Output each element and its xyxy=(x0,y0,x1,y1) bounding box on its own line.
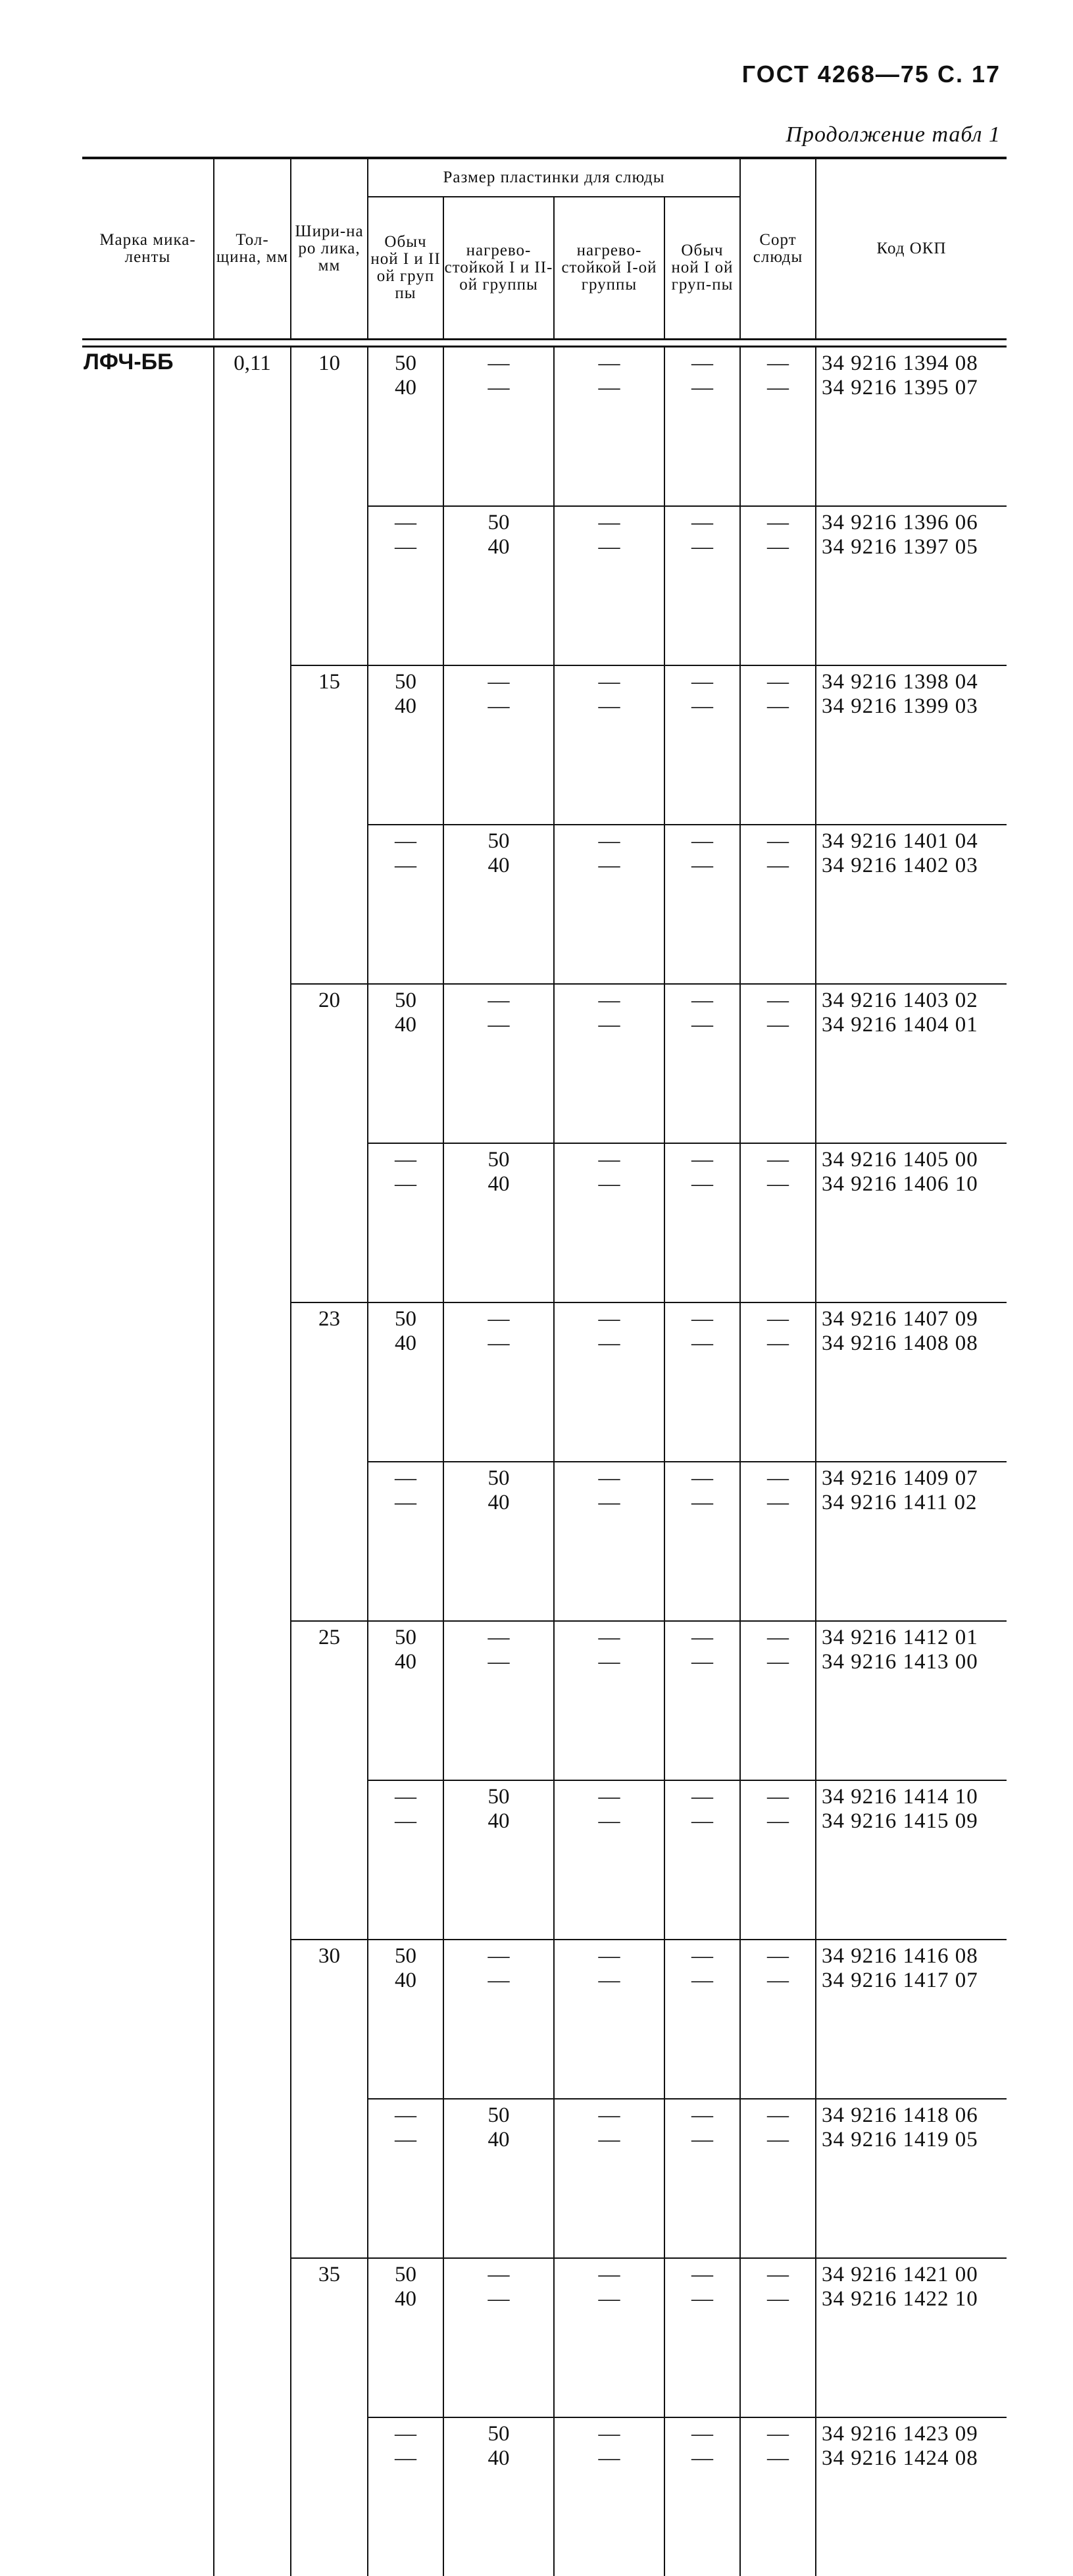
plate-ordinary-1-2-cell xyxy=(368,1143,443,1302)
okp-code: 34 9216 1397 05 xyxy=(822,535,1007,559)
dash-mark xyxy=(555,535,664,559)
plate-heatproof-1-2-cell-value: 40 xyxy=(444,535,553,559)
dash-mark xyxy=(555,1809,664,1834)
plate-ordinary-1-2-cell xyxy=(368,2417,443,2576)
dash-mark xyxy=(741,2287,815,2311)
dash-mark xyxy=(741,2263,815,2287)
okp-code: 34 9216 1423 09 xyxy=(822,2422,1007,2446)
plate-heatproof-1-2-cell-value: 40 xyxy=(444,1809,553,1834)
plate-ordinary-1-2-cell-value: — xyxy=(368,1148,443,1172)
plate-ordinary-1-2-cell xyxy=(368,2099,443,2258)
okp-code: 34 9216 1407 09 xyxy=(822,1307,1007,1331)
dash-mark xyxy=(665,1626,739,1650)
plate-heatproof-1-2-cell xyxy=(443,347,554,507)
okp-code: 34 9216 1398 04 xyxy=(822,670,1007,694)
okp-code: 34 9216 1415 09 xyxy=(822,1809,1007,1834)
okp-code: 34 9216 1416 08 xyxy=(822,1944,1007,1969)
plate-heatproof-1-cell xyxy=(554,825,664,984)
dash-mark xyxy=(741,1969,815,1993)
okp-code: 34 9216 1399 03 xyxy=(822,694,1007,719)
plate-ordinary-1-2-cell-value: 40 xyxy=(368,2287,443,2311)
plate-ordinary-1-2-cell-value: 40 xyxy=(368,1650,443,1674)
grade-cell xyxy=(740,1780,816,1940)
grade-cell xyxy=(740,1143,816,1302)
plate-ordinary-1-cell xyxy=(664,825,740,984)
dash-mark xyxy=(555,1969,664,1993)
plate-heatproof-1-cell xyxy=(554,1780,664,1940)
thickness-cell: 0,11 xyxy=(214,347,291,2576)
dash-mark xyxy=(555,1466,664,1491)
okp-code: 34 9216 1412 01 xyxy=(822,1626,1007,1650)
dash-mark xyxy=(665,1969,739,1993)
dash-mark xyxy=(665,1013,739,1037)
col-header-plate-ordinary-1-2: Обыч ной I и II ой груп пы xyxy=(368,197,443,340)
dash-mark xyxy=(741,1809,815,1834)
col-header-plate-ordinary-1: Обыч ной I ой груп-пы xyxy=(664,197,740,340)
plate-heatproof-1-2-cell xyxy=(443,506,554,665)
width-cell: 30 xyxy=(291,1940,368,2258)
dash-mark xyxy=(665,1809,739,1834)
plate-ordinary-1-cell xyxy=(664,1621,740,1780)
dash-mark xyxy=(555,854,664,878)
okp-code: 34 9216 1414 10 xyxy=(822,1785,1007,1809)
plate-heatproof-1-2-cell xyxy=(443,825,554,984)
dash-mark xyxy=(665,989,739,1013)
plate-heatproof-1-2-cell-value: — xyxy=(444,1650,553,1674)
dash-mark xyxy=(741,1307,815,1331)
grade-cell xyxy=(740,347,816,507)
plate-ordinary-1-cell xyxy=(664,1302,740,1462)
plate-heatproof-1-2-cell-value: 50 xyxy=(444,2422,553,2446)
dash-mark xyxy=(741,511,815,535)
width-cell: 25 xyxy=(291,1621,368,1940)
plate-ordinary-1-2-cell-value: — xyxy=(368,1809,443,1834)
code-cell xyxy=(816,1462,1007,1621)
okp-code: 34 9216 1402 03 xyxy=(822,854,1007,878)
plate-ordinary-1-2-cell xyxy=(368,1621,443,1780)
plate-heatproof-1-2-cell-value: 50 xyxy=(444,1466,553,1491)
width-cell: 23 xyxy=(291,1302,368,1621)
width-cell: 20 xyxy=(291,984,368,1302)
dash-mark xyxy=(665,1307,739,1331)
dash-mark xyxy=(665,2263,739,2287)
col-header-code: Код ОКП xyxy=(816,158,1007,340)
plate-heatproof-1-2-cell-value: — xyxy=(444,376,553,400)
plate-heatproof-1-2-cell xyxy=(443,2099,554,2258)
dash-mark xyxy=(665,2287,739,2311)
plate-ordinary-1-2-cell xyxy=(368,984,443,1143)
dash-mark xyxy=(665,511,739,535)
grade-cell xyxy=(740,2258,816,2417)
code-cell xyxy=(816,1780,1007,1940)
plate-ordinary-1-cell xyxy=(664,506,740,665)
dash-mark xyxy=(665,2128,739,2152)
code-cell xyxy=(816,506,1007,665)
plate-ordinary-1-2-cell xyxy=(368,825,443,984)
dash-mark xyxy=(555,2422,664,2446)
dash-mark xyxy=(665,1172,739,1197)
code-cell xyxy=(816,1302,1007,1462)
grade-cell xyxy=(740,1462,816,1621)
plate-heatproof-1-2-cell xyxy=(443,1780,554,1940)
plate-ordinary-1-2-cell-value: 50 xyxy=(368,1944,443,1969)
code-cell xyxy=(816,1143,1007,1302)
code-cell xyxy=(816,1940,1007,2099)
dash-mark xyxy=(665,854,739,878)
dash-mark xyxy=(555,351,664,376)
col-header-grade: Сорт слюды xyxy=(740,158,816,340)
dash-mark xyxy=(741,2422,815,2446)
dash-mark xyxy=(555,1172,664,1197)
plate-ordinary-1-2-cell-value: — xyxy=(368,829,443,854)
dash-mark xyxy=(665,2422,739,2446)
plate-heatproof-1-2-cell xyxy=(443,1143,554,1302)
okp-code: 34 9216 1419 05 xyxy=(822,2128,1007,2152)
plate-heatproof-1-2-cell-value: — xyxy=(444,1013,553,1037)
code-cell xyxy=(816,984,1007,1143)
okp-code: 34 9216 1411 02 xyxy=(822,1491,1007,1515)
plate-ordinary-1-cell xyxy=(664,984,740,1143)
grade-cell xyxy=(740,506,816,665)
plate-heatproof-1-2-cell-value: 40 xyxy=(444,1172,553,1197)
okp-code: 34 9216 1396 06 xyxy=(822,511,1007,535)
dash-mark xyxy=(741,1626,815,1650)
plate-heatproof-1-cell xyxy=(554,347,664,507)
plate-ordinary-1-2-cell-value: 50 xyxy=(368,670,443,694)
plate-ordinary-1-2-cell-value: 50 xyxy=(368,351,443,376)
plate-ordinary-1-2-cell-value: — xyxy=(368,1466,443,1491)
dash-mark xyxy=(665,1466,739,1491)
plate-heatproof-1-cell xyxy=(554,1621,664,1780)
okp-code: 34 9216 1409 07 xyxy=(822,1466,1007,1491)
plate-heatproof-1-2-cell-value: — xyxy=(444,670,553,694)
code-cell xyxy=(816,825,1007,984)
plate-ordinary-1-2-cell-value: 50 xyxy=(368,1307,443,1331)
width-cell: 10 xyxy=(291,347,368,666)
dash-mark xyxy=(555,376,664,400)
dash-mark xyxy=(741,1785,815,1809)
plate-ordinary-1-2-cell-value: — xyxy=(368,2446,443,2471)
okp-code: 34 9216 1404 01 xyxy=(822,1013,1007,1037)
plate-ordinary-1-2-cell-value: — xyxy=(368,2103,443,2128)
plate-heatproof-1-2-cell-value: — xyxy=(444,989,553,1013)
plate-heatproof-1-cell xyxy=(554,2258,664,2417)
plate-ordinary-1-2-cell xyxy=(368,1462,443,1621)
grade-cell xyxy=(740,1940,816,2099)
dash-mark xyxy=(741,1013,815,1037)
plate-heatproof-1-2-cell-value: 50 xyxy=(444,2103,553,2128)
plate-heatproof-1-2-cell xyxy=(443,984,554,1143)
grade-cell xyxy=(740,2099,816,2258)
dash-mark xyxy=(665,2103,739,2128)
code-cell xyxy=(816,665,1007,825)
plate-ordinary-1-2-cell-value: 40 xyxy=(368,376,443,400)
dash-mark xyxy=(665,535,739,559)
table-row xyxy=(82,347,1007,507)
plate-heatproof-1-cell xyxy=(554,2417,664,2576)
plate-ordinary-1-cell xyxy=(664,1143,740,1302)
plate-ordinary-1-cell xyxy=(664,1780,740,1940)
dash-mark xyxy=(555,1331,664,1356)
plate-heatproof-1-2-cell-value: 40 xyxy=(444,1491,553,1515)
plate-heatproof-1-2-cell-value: — xyxy=(444,1331,553,1356)
plate-ordinary-1-2-cell-value: — xyxy=(368,2422,443,2446)
dash-mark xyxy=(741,2103,815,2128)
plate-heatproof-1-2-cell-value: 50 xyxy=(444,1785,553,1809)
dash-mark xyxy=(555,1626,664,1650)
grade-cell xyxy=(740,1621,816,1780)
okp-code: 34 9216 1413 00 xyxy=(822,1650,1007,1674)
dash-mark xyxy=(555,2263,664,2287)
grade-cell xyxy=(740,2417,816,2576)
col-header-thickness: Тол-щина, мм xyxy=(214,158,291,340)
plate-ordinary-1-cell xyxy=(664,347,740,507)
page-header: ГОСТ 4268—75 С. 17 xyxy=(742,61,1001,88)
plate-heatproof-1-2-cell-value: — xyxy=(444,694,553,719)
width-cell: 35 xyxy=(291,2258,368,2576)
dash-mark xyxy=(741,829,815,854)
plate-ordinary-1-2-cell xyxy=(368,1302,443,1462)
plate-ordinary-1-2-cell xyxy=(368,1940,443,2099)
dash-mark xyxy=(665,1650,739,1674)
col-header-mark: Марка мика-ленты xyxy=(82,158,214,340)
plate-heatproof-1-2-cell xyxy=(443,1462,554,1621)
dash-mark xyxy=(741,1172,815,1197)
plate-heatproof-1-cell xyxy=(554,1462,664,1621)
plate-ordinary-1-cell xyxy=(664,2099,740,2258)
dash-mark xyxy=(555,1944,664,1969)
dash-mark xyxy=(741,989,815,1013)
plate-ordinary-1-2-cell xyxy=(368,1780,443,1940)
table-body xyxy=(82,347,1007,2576)
dash-mark xyxy=(555,511,664,535)
code-cell xyxy=(816,2099,1007,2258)
dash-mark xyxy=(741,1148,815,1172)
plate-heatproof-1-2-cell-value: — xyxy=(444,2263,553,2287)
dash-mark xyxy=(555,670,664,694)
dash-mark xyxy=(665,670,739,694)
plate-heatproof-1-2-cell-value: — xyxy=(444,351,553,376)
plate-heatproof-1-2-cell-value: — xyxy=(444,1969,553,1993)
plate-heatproof-1-cell xyxy=(554,506,664,665)
grade-cell xyxy=(740,1302,816,1462)
plate-heatproof-1-2-cell-value: — xyxy=(444,1626,553,1650)
okp-code: 34 9216 1424 08 xyxy=(822,2446,1007,2471)
plate-ordinary-1-2-cell-value: 50 xyxy=(368,2263,443,2287)
okp-code: 34 9216 1403 02 xyxy=(822,989,1007,1013)
plate-ordinary-1-2-cell-value: 40 xyxy=(368,694,443,719)
plate-heatproof-1-2-cell xyxy=(443,665,554,825)
plate-heatproof-1-2-cell xyxy=(443,2258,554,2417)
dash-mark xyxy=(555,1785,664,1809)
dash-mark xyxy=(741,1650,815,1674)
dash-mark xyxy=(665,1944,739,1969)
col-header-plate-heatproof-1-2: нагрево-стойкой I и II-ой группы xyxy=(443,197,554,340)
plate-heatproof-1-2-cell-value: — xyxy=(444,1944,553,1969)
dash-mark xyxy=(665,1331,739,1356)
plate-ordinary-1-2-cell xyxy=(368,347,443,507)
plate-heatproof-1-2-cell-value: — xyxy=(444,2287,553,2311)
plate-ordinary-1-2-cell-value: — xyxy=(368,535,443,559)
dash-mark xyxy=(741,694,815,719)
dash-mark xyxy=(741,670,815,694)
code-cell xyxy=(816,347,1007,507)
plate-ordinary-1-cell xyxy=(664,665,740,825)
plate-ordinary-1-2-cell-value: — xyxy=(368,511,443,535)
dash-mark xyxy=(555,2446,664,2471)
dash-mark xyxy=(741,376,815,400)
plate-ordinary-1-cell xyxy=(664,1462,740,1621)
okp-code: 34 9216 1418 06 xyxy=(822,2103,1007,2128)
col-header-plate-size: Размер пластинки для слюды xyxy=(368,158,740,197)
plate-ordinary-1-2-cell-value: — xyxy=(368,1785,443,1809)
plate-heatproof-1-cell xyxy=(554,665,664,825)
dash-mark xyxy=(555,989,664,1013)
dash-mark xyxy=(741,535,815,559)
plate-ordinary-1-2-cell-value: 50 xyxy=(368,1626,443,1650)
plate-heatproof-1-2-cell xyxy=(443,1940,554,2099)
okp-code: 34 9216 1421 00 xyxy=(822,2263,1007,2287)
plate-heatproof-1-cell xyxy=(554,1940,664,2099)
dash-mark xyxy=(665,376,739,400)
header-divider xyxy=(82,340,1007,347)
code-cell xyxy=(816,2258,1007,2417)
grade-cell xyxy=(740,665,816,825)
dash-mark xyxy=(555,2287,664,2311)
plate-heatproof-1-2-cell-value: 50 xyxy=(444,829,553,854)
plate-heatproof-1-cell xyxy=(554,1302,664,1462)
table-continuation-label: Продолжение табл 1 xyxy=(786,122,1001,147)
dash-mark xyxy=(741,1466,815,1491)
dash-mark xyxy=(665,1491,739,1515)
plate-heatproof-1-cell xyxy=(554,1143,664,1302)
table-header xyxy=(82,158,1007,347)
dash-mark xyxy=(555,2103,664,2128)
plate-ordinary-1-2-cell-value: 40 xyxy=(368,1013,443,1037)
dash-mark xyxy=(741,2128,815,2152)
plate-ordinary-1-2-cell-value: — xyxy=(368,2128,443,2152)
col-header-plate-heatproof-1: нагрево-стойкой I-ой группы xyxy=(554,197,664,340)
plate-ordinary-1-cell xyxy=(664,2417,740,2576)
grade-cell xyxy=(740,984,816,1143)
plate-ordinary-1-2-cell-value: 40 xyxy=(368,1969,443,1993)
okp-code: 34 9216 1395 07 xyxy=(822,376,1007,400)
okp-code: 34 9216 1422 10 xyxy=(822,2287,1007,2311)
plate-ordinary-1-2-cell xyxy=(368,665,443,825)
dash-mark xyxy=(665,351,739,376)
dash-mark xyxy=(555,1650,664,1674)
dash-mark xyxy=(665,829,739,854)
width-cell: 15 xyxy=(291,665,368,984)
dash-mark xyxy=(665,1148,739,1172)
plate-heatproof-1-2-cell-value: 40 xyxy=(444,854,553,878)
spec-table-container xyxy=(82,157,1007,2576)
mark-cell: ЛФЧ-ББ xyxy=(82,347,214,2576)
plate-heatproof-1-2-cell-value: 50 xyxy=(444,511,553,535)
dash-mark xyxy=(741,2446,815,2471)
dash-mark xyxy=(741,854,815,878)
code-cell xyxy=(816,1621,1007,1780)
plate-heatproof-1-2-cell xyxy=(443,1302,554,1462)
dash-mark xyxy=(665,2446,739,2471)
okp-code: 34 9216 1406 10 xyxy=(822,1172,1007,1197)
okp-code: 34 9216 1394 08 xyxy=(822,351,1007,376)
plate-heatproof-1-2-cell-value: 50 xyxy=(444,1148,553,1172)
plate-heatproof-1-2-cell xyxy=(443,1621,554,1780)
dash-mark xyxy=(741,1944,815,1969)
plate-heatproof-1-2-cell-value: 40 xyxy=(444,2446,553,2471)
plate-ordinary-1-2-cell-value: 50 xyxy=(368,989,443,1013)
dash-mark xyxy=(741,351,815,376)
plate-ordinary-1-2-cell-value: 40 xyxy=(368,1331,443,1356)
plate-ordinary-1-cell xyxy=(664,2258,740,2417)
dash-mark xyxy=(741,1491,815,1515)
plate-heatproof-1-2-cell-value: — xyxy=(444,1307,553,1331)
spec-table xyxy=(82,157,1007,2576)
plate-heatproof-1-cell xyxy=(554,2099,664,2258)
plate-ordinary-1-2-cell xyxy=(368,506,443,665)
dash-mark xyxy=(555,694,664,719)
dash-mark xyxy=(555,829,664,854)
dash-mark xyxy=(555,1148,664,1172)
plate-heatproof-1-cell xyxy=(554,984,664,1143)
okp-code: 34 9216 1408 08 xyxy=(822,1331,1007,1356)
plate-ordinary-1-2-cell-value: — xyxy=(368,1491,443,1515)
plate-ordinary-1-cell xyxy=(664,1940,740,2099)
col-header-width: Шири-на ро лика, мм xyxy=(291,158,368,340)
dash-mark xyxy=(555,1013,664,1037)
plate-heatproof-1-2-cell xyxy=(443,2417,554,2576)
plate-ordinary-1-2-cell-value: — xyxy=(368,1172,443,1197)
plate-ordinary-1-2-cell xyxy=(368,2258,443,2417)
okp-code: 34 9216 1401 04 xyxy=(822,829,1007,854)
okp-code: 34 9216 1417 07 xyxy=(822,1969,1007,1993)
code-cell xyxy=(816,2417,1007,2576)
plate-heatproof-1-2-cell-value: 40 xyxy=(444,2128,553,2152)
dash-mark xyxy=(665,1785,739,1809)
dash-mark xyxy=(665,694,739,719)
dash-mark xyxy=(555,1491,664,1515)
grade-cell xyxy=(740,825,816,984)
okp-code: 34 9216 1405 00 xyxy=(822,1148,1007,1172)
plate-ordinary-1-2-cell-value: — xyxy=(368,854,443,878)
dash-mark xyxy=(555,1307,664,1331)
dash-mark xyxy=(555,2128,664,2152)
dash-mark xyxy=(741,1331,815,1356)
